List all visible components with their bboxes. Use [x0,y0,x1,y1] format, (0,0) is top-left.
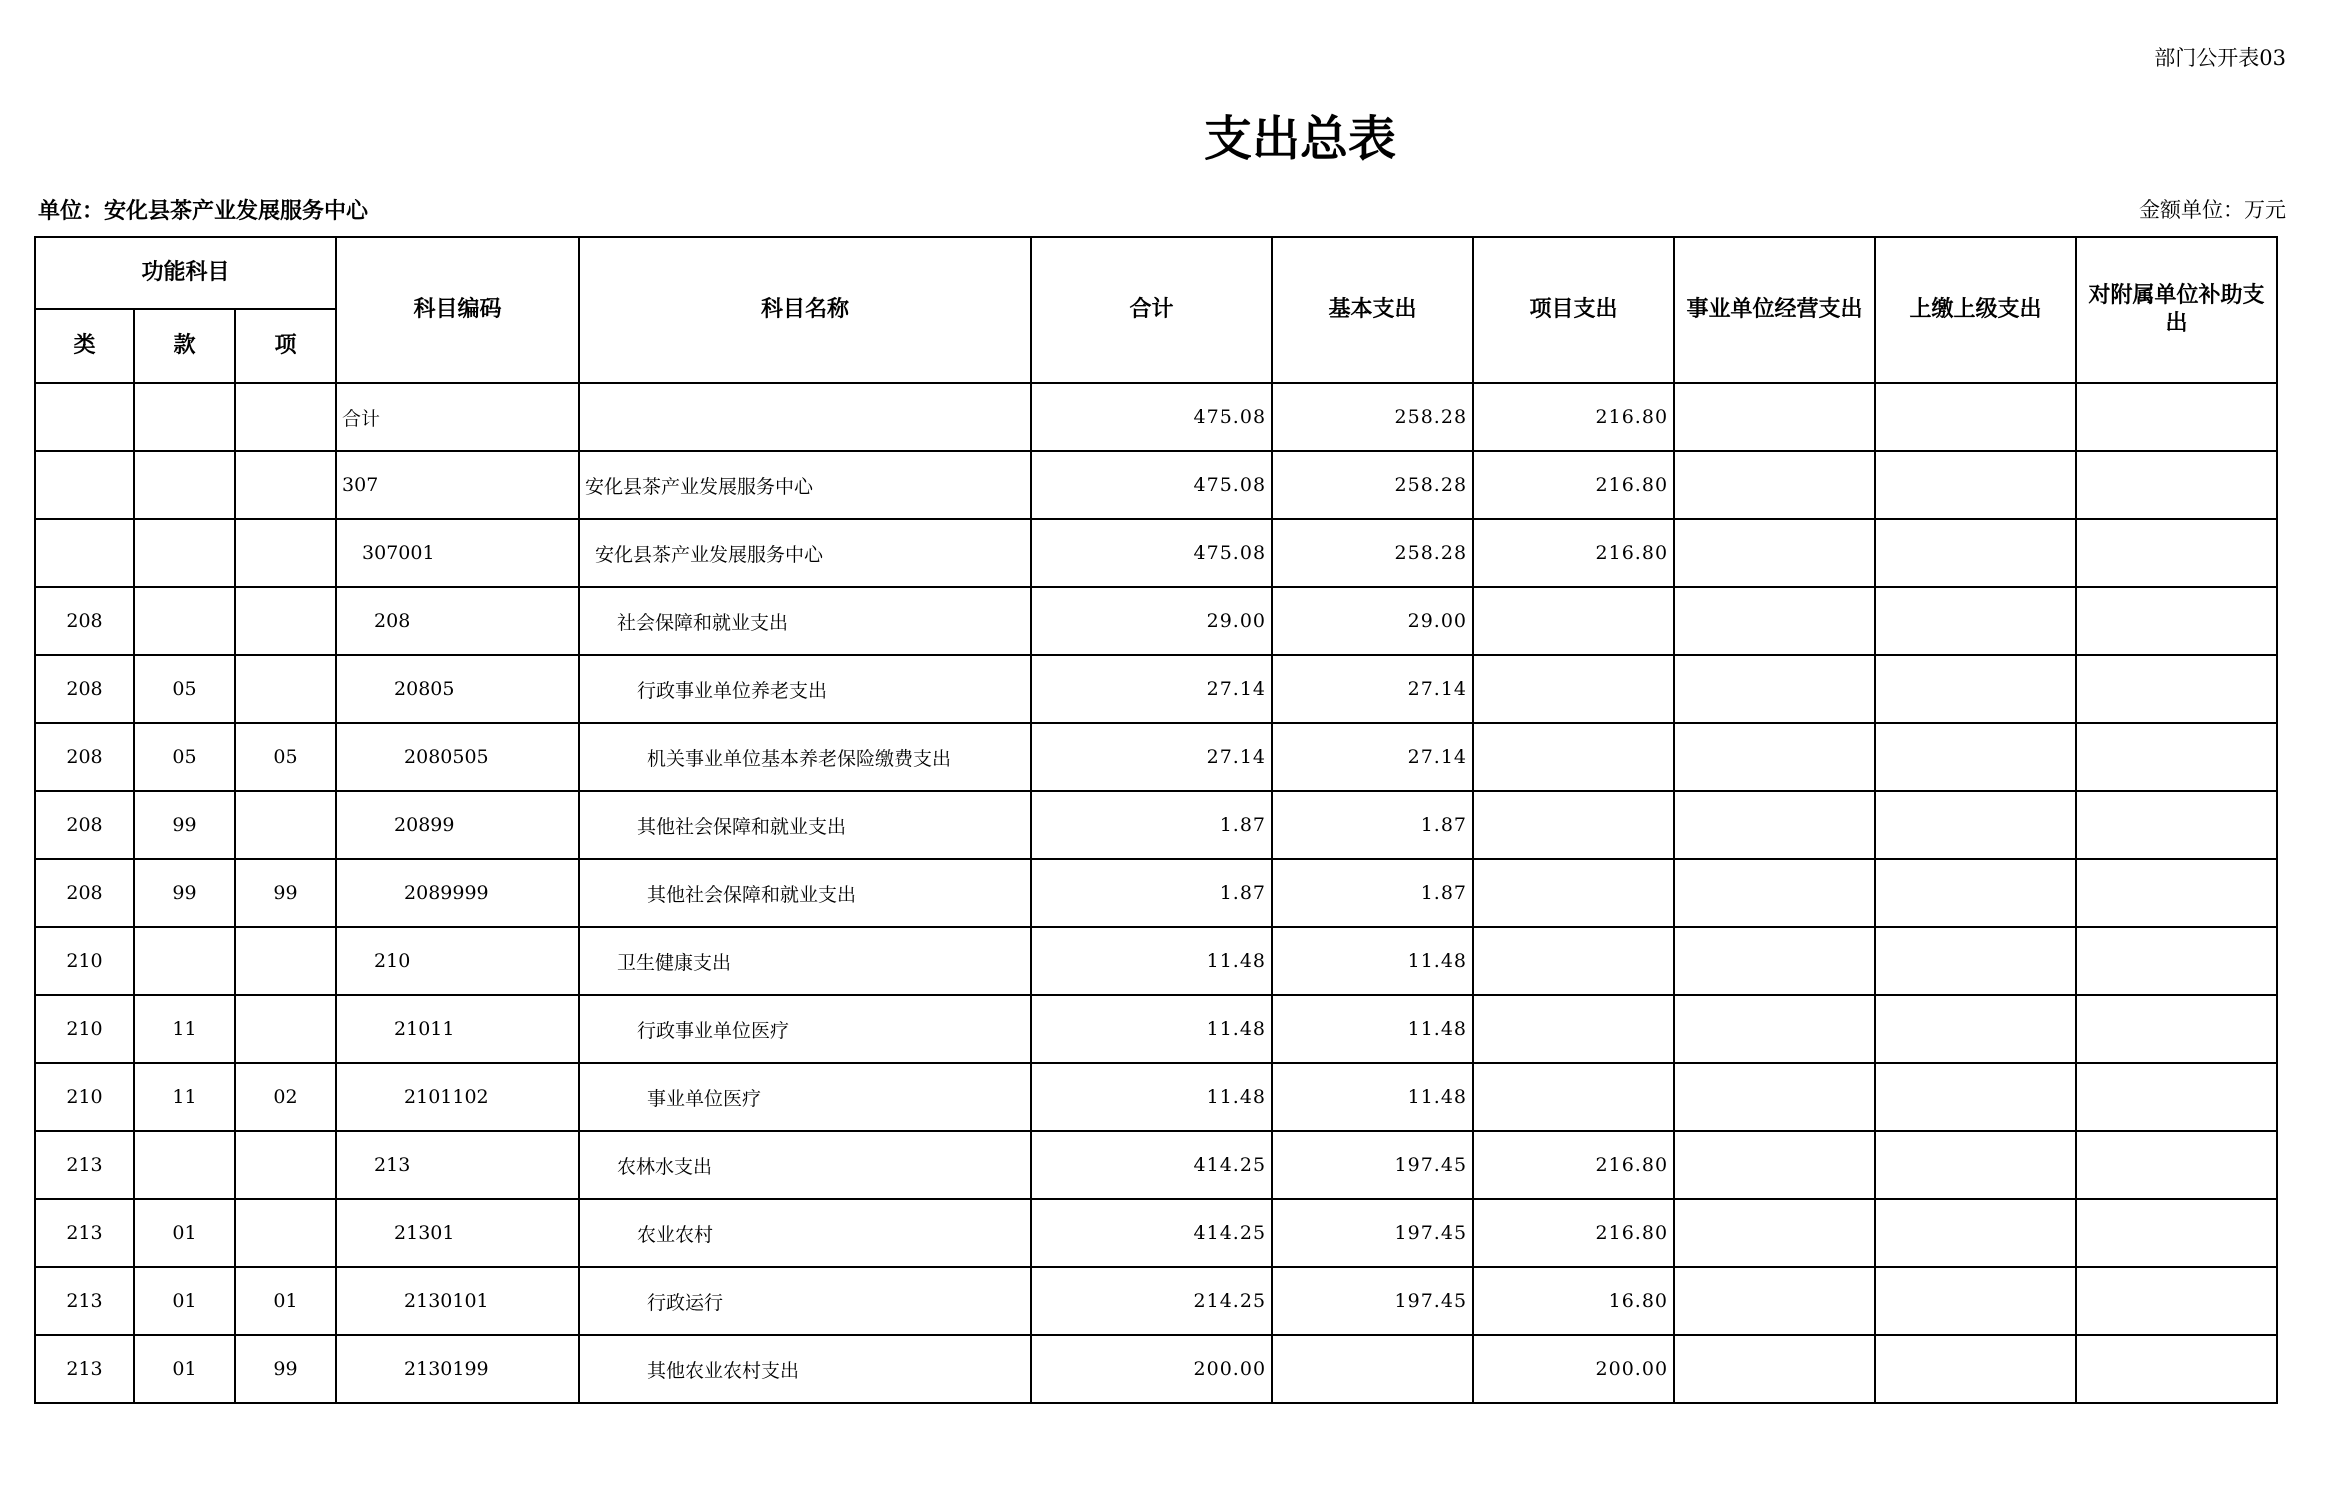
name-cell: 社会保障和就业支出 [579,587,1031,655]
biz-cell [1674,1335,1875,1403]
xiang-cell [235,451,336,519]
lei-cell: 210 [35,995,134,1063]
code-cell: 2130101 [336,1267,579,1335]
header-name: 科目名称 [579,237,1031,383]
lei-cell [35,519,134,587]
kuan-cell [134,519,235,587]
code-cell: 307 [336,451,579,519]
total-cell: 1.87 [1031,859,1272,927]
kuan-cell [134,927,235,995]
total-cell: 11.48 [1031,995,1272,1063]
header-lei: 类 [35,309,134,383]
basic-cell: 258.28 [1272,519,1473,587]
name-cell: 机关事业单位基本养老保险缴费支出 [579,723,1031,791]
code-cell: 21011 [336,995,579,1063]
biz-cell [1674,519,1875,587]
name-cell: 其他农业农村支出 [579,1335,1031,1403]
lei-cell: 208 [35,859,134,927]
code-cell: 2101102 [336,1063,579,1131]
code-cell: 2089999 [336,859,579,927]
code-cell: 2130199 [336,1335,579,1403]
project-cell [1473,1063,1674,1131]
project-cell: 216.80 [1473,383,1674,451]
total-cell: 200.00 [1031,1335,1272,1403]
biz-cell [1674,859,1875,927]
xiang-cell: 99 [235,859,336,927]
header-subsidy: 对附属单位补助支出 [2076,237,2277,383]
lei-cell: 213 [35,1335,134,1403]
code-cell: 21301 [336,1199,579,1267]
name-cell [579,383,1031,451]
total-cell: 29.00 [1031,587,1272,655]
lei-cell: 208 [35,587,134,655]
upper-cell [1875,587,2076,655]
upper-cell [1875,859,2076,927]
name-cell: 行政运行 [579,1267,1031,1335]
table-number-label: 部门公开表03 [2154,46,2286,70]
upper-cell [1875,519,2076,587]
upper-cell [1875,1267,2076,1335]
subsidy-cell [2076,451,2277,519]
header-project: 项目支出 [1473,237,1674,383]
kuan-cell: 01 [134,1199,235,1267]
upper-cell [1875,1335,2076,1403]
header-total: 合计 [1031,237,1272,383]
table-row [35,655,2277,723]
subsidy-cell [2076,791,2277,859]
table-row [35,723,2277,791]
biz-cell [1674,655,1875,723]
biz-cell [1674,383,1875,451]
code-cell: 20805 [336,655,579,723]
table-row [35,995,2277,1063]
xiang-cell [235,655,336,723]
basic-cell: 11.48 [1272,1063,1473,1131]
project-cell [1473,791,1674,859]
project-cell [1473,859,1674,927]
name-cell: 卫生健康支出 [579,927,1031,995]
kuan-cell: 11 [134,1063,235,1131]
lei-cell: 213 [35,1131,134,1199]
lei-cell [35,451,134,519]
table-row [35,927,2277,995]
kuan-cell: 05 [134,655,235,723]
upper-cell [1875,451,2076,519]
kuan-cell: 05 [134,723,235,791]
header-biz: 事业单位经营支出 [1674,237,1875,383]
header-row [35,237,2277,309]
basic-cell: 29.00 [1272,587,1473,655]
xiang-cell [235,383,336,451]
total-cell: 475.08 [1031,383,1272,451]
header-basic: 基本支出 [1272,237,1473,383]
kuan-cell: 99 [134,859,235,927]
xiang-cell: 01 [235,1267,336,1335]
name-cell: 行政事业单位养老支出 [579,655,1031,723]
kuan-cell: 01 [134,1335,235,1403]
project-cell [1473,655,1674,723]
xiang-cell [235,587,336,655]
project-cell: 216.80 [1473,1199,1674,1267]
lei-cell: 208 [35,655,134,723]
upper-cell [1875,1131,2076,1199]
subsidy-cell [2076,1063,2277,1131]
project-cell [1473,927,1674,995]
subsidy-cell [2076,1199,2277,1267]
name-cell: 农业农村 [579,1199,1031,1267]
name-cell: 其他社会保障和就业支出 [579,791,1031,859]
lei-cell: 213 [35,1199,134,1267]
table-row [35,383,2277,451]
subsidy-cell [2076,1131,2277,1199]
code-cell: 208 [336,587,579,655]
lei-cell: 213 [35,1267,134,1335]
basic-cell: 197.45 [1272,1199,1473,1267]
basic-cell: 1.87 [1272,791,1473,859]
project-cell [1473,587,1674,655]
total-cell: 475.08 [1031,519,1272,587]
lei-cell [35,383,134,451]
table-row [35,1267,2277,1335]
xiang-cell [235,519,336,587]
total-cell: 414.25 [1031,1131,1272,1199]
basic-cell: 27.14 [1272,723,1473,791]
header-func-group: 功能科目 [35,237,336,309]
upper-cell [1875,1199,2076,1267]
money-unit-label: 金额单位：万元 [2139,198,2286,222]
lei-cell: 208 [35,723,134,791]
subsidy-cell [2076,587,2277,655]
biz-cell [1674,587,1875,655]
name-cell: 安化县茶产业发展服务中心 [579,519,1031,587]
project-cell [1473,723,1674,791]
total-cell: 475.08 [1031,451,1272,519]
total-cell: 1.87 [1031,791,1272,859]
subsidy-cell [2076,655,2277,723]
biz-cell [1674,791,1875,859]
kuan-cell: 01 [134,1267,235,1335]
basic-cell: 258.28 [1272,451,1473,519]
subsidy-cell [2076,1335,2277,1403]
kuan-cell [134,451,235,519]
upper-cell [1875,995,2076,1063]
basic-cell: 197.45 [1272,1131,1473,1199]
subsidy-cell [2076,519,2277,587]
header-kuan: 款 [134,309,235,383]
basic-cell: 1.87 [1272,859,1473,927]
biz-cell [1674,1267,1875,1335]
header-xiang: 项 [235,309,336,383]
kuan-cell: 11 [134,995,235,1063]
project-cell: 216.80 [1473,519,1674,587]
biz-cell [1674,927,1875,995]
subsidy-cell [2076,859,2277,927]
table-row [35,587,2277,655]
basic-cell: 11.48 [1272,927,1473,995]
xiang-cell [235,1199,336,1267]
table-row [35,1199,2277,1267]
name-cell: 事业单位医疗 [579,1063,1031,1131]
total-cell: 214.25 [1031,1267,1272,1335]
code-cell: 210 [336,927,579,995]
code-cell: 2080505 [336,723,579,791]
xiang-cell: 99 [235,1335,336,1403]
upper-cell [1875,791,2076,859]
kuan-cell [134,587,235,655]
upper-cell [1875,655,2076,723]
unit-label: 单位：安化县茶产业发展服务中心 [38,199,369,224]
project-cell: 216.80 [1473,1131,1674,1199]
lei-cell: 210 [35,1063,134,1131]
kuan-cell [134,383,235,451]
subsidy-cell [2076,723,2277,791]
upper-cell [1875,383,2076,451]
xiang-cell [235,791,336,859]
xiang-cell [235,1131,336,1199]
kuan-cell [134,1131,235,1199]
basic-cell: 197.45 [1272,1267,1473,1335]
header-code: 科目编码 [336,237,579,383]
biz-cell [1674,723,1875,791]
table-row [35,791,2277,859]
project-cell: 200.00 [1473,1335,1674,1403]
name-cell: 农林水支出 [579,1131,1031,1199]
name-cell: 安化县茶产业发展服务中心 [579,451,1031,519]
name-cell: 其他社会保障和就业支出 [579,859,1031,927]
biz-cell [1674,1131,1875,1199]
subsidy-cell [2076,383,2277,451]
biz-cell [1674,1199,1875,1267]
xiang-cell [235,995,336,1063]
lei-cell: 210 [35,927,134,995]
code-cell: 307001 [336,519,579,587]
total-cell: 27.14 [1031,723,1272,791]
page-title: 支出总表 [1203,111,1396,167]
lei-cell: 208 [35,791,134,859]
basic-cell: 258.28 [1272,383,1473,451]
project-cell: 216.80 [1473,451,1674,519]
header-upper: 上缴上级支出 [1875,237,2076,383]
table-row [35,1335,2277,1403]
table-row [35,859,2277,927]
xiang-cell [235,927,336,995]
expenditure-table [34,236,2278,1404]
xiang-cell: 02 [235,1063,336,1131]
subsidy-cell [2076,1267,2277,1335]
name-cell: 行政事业单位医疗 [579,995,1031,1063]
total-cell: 27.14 [1031,655,1272,723]
subsidy-cell [2076,927,2277,995]
upper-cell [1875,723,2076,791]
subsidy-cell [2076,995,2277,1063]
biz-cell [1674,995,1875,1063]
total-cell: 11.48 [1031,1063,1272,1131]
upper-cell [1875,1063,2076,1131]
basic-cell [1272,1335,1473,1403]
basic-cell: 11.48 [1272,995,1473,1063]
biz-cell [1674,1063,1875,1131]
project-cell: 16.80 [1473,1267,1674,1335]
total-cell: 414.25 [1031,1199,1272,1267]
total-cell: 11.48 [1031,927,1272,995]
basic-cell: 27.14 [1272,655,1473,723]
biz-cell [1674,451,1875,519]
xiang-cell: 05 [235,723,336,791]
code-cell: 20899 [336,791,579,859]
table-row [35,451,2277,519]
upper-cell [1875,927,2076,995]
kuan-cell: 99 [134,791,235,859]
project-cell [1473,995,1674,1063]
code-cell: 合计 [336,383,579,451]
table-row [35,519,2277,587]
code-cell: 213 [336,1131,579,1199]
table-row [35,1063,2277,1131]
table-row [35,1131,2277,1199]
